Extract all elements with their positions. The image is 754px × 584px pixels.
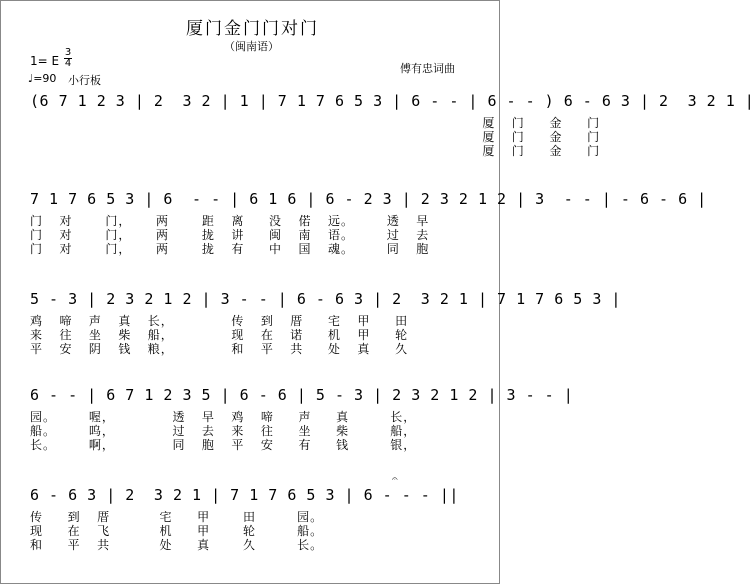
lyric-verse-2: 现 在 飞 机 甲 轮 船。: [30, 524, 324, 538]
lyric-verse-3: 和 平 共 处 真 久 长。: [30, 538, 324, 552]
time-sig-top: 3: [64, 47, 72, 58]
lyric-verse-1: 鸡 啼 声 真 长， 传 到 厝 宅 甲 田: [30, 314, 409, 328]
notation-line: 6 - 6 3 | 2 3 2 1 | 7 1 7 6 5 3 | 6 - - - ||: [30, 486, 459, 504]
song-subtitle: （闽南语）: [224, 40, 279, 53]
song-title: 厦门金门门对门: [186, 19, 319, 39]
lyric-verse-2: 船。 呜， 过 去 来 往 坐 柴 船，: [30, 424, 417, 438]
composer-credit: 傅有忠词曲: [400, 62, 455, 75]
notation-line: (6 7 1 2 3 | 2 3 2 | 1 | 7 1 7 6 5 3 | 6 - - | 6 - - ) 6 - 6 3 | 2 3 2 1 |: [30, 92, 754, 110]
tempo-term: 小行板: [68, 74, 101, 87]
lyric-verse-1: 厦 门 金 门: [30, 116, 601, 130]
lyric-verse-3: 门 对 门， 两 拢 有 中 国 魂。 同 胞: [30, 242, 430, 256]
time-signature: [64, 48, 72, 69]
lyric-verse-2: 门 对 门， 两 拢 讲 闽 南 语。 过 去: [30, 228, 430, 242]
lyric-verse-3: 长。 啊， 同 胞 平 安 有 钱 银，: [30, 438, 417, 452]
fermata-icon: 𝄐: [392, 474, 398, 485]
time-sig-bottom: 4: [64, 58, 72, 69]
notation-line: 5 - 3 | 2 3 2 1 2 | 3 - - | 6 - 6 3 | 2 3 2 1 | 7 1 7 6 5 3 |: [30, 290, 621, 308]
lyric-verse-2: 来 往 坐 柴 船， 现 在 诺 机 甲 轮: [30, 328, 409, 342]
lyric-verse-1: 园。 喔， 透 早 鸡 啼 声 真 长，: [30, 410, 417, 424]
notation-line: 7 1 7 6 5 3 | 6 - - | 6 1 6 | 6 - 2 3 | 2 3 2 1 2 | 3 - - | - 6 - 6 |: [30, 190, 707, 208]
key-signature: 1= E: [30, 54, 60, 68]
tempo-mark: ♩=90: [28, 72, 57, 85]
lyric-verse-1: 传 到 厝 宅 甲 田 园。: [30, 510, 324, 524]
notation-line: 6 - - | 6 7 1 2 3 5 | 6 - 6 | 5 - 3 | 2 3 2 1 2 | 3 - - |: [30, 386, 574, 404]
lyric-verse-3: 平 安 阴 钱 粮， 和 平 共 处 真 久: [30, 342, 409, 356]
lyric-verse-3: 厦 门 金 门: [30, 144, 601, 158]
lyric-verse-1: 门 对 门， 两 距 离 没 偌 远。 透 早: [30, 214, 430, 228]
lyric-verse-2: 厦 门 金 门: [30, 130, 601, 144]
